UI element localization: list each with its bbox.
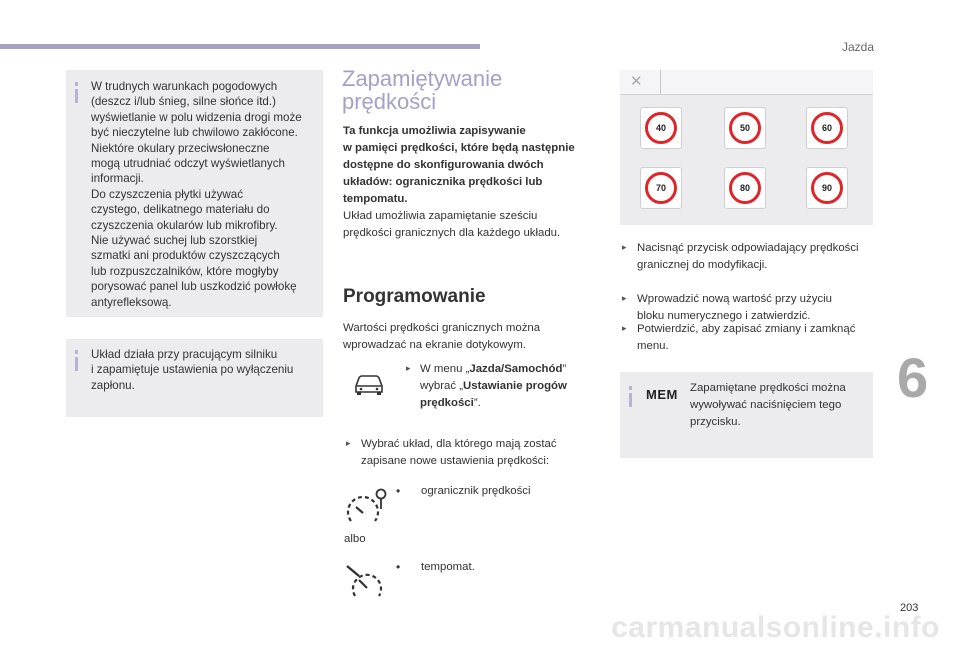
section-title: Zapamiętywanie prędkości: [342, 66, 503, 114]
info-text: W trudnych warunkach pogodowych (deszcz i/lub śnieg, silne słońce itd.) wyświetlanie w polu widzenia drogi może być nieczytelne lub chwilowo zakłócone. Niektóre okulary przeciwsłoneczne mogą utrudniać odczyt wyświetlanych informacji. Do czyszczenia płytki używać czystego, delikatnego materiału do czyszczenia okularów lub mikrofibry. Nie używać suchej lub szorstkiej szmatki ani produktów czyszczących lub rozpuszczalników, które mogłyby porysować panel lub uszkodzić powłokę antyrefleksową.: [91, 80, 302, 309]
header-divider: [660, 70, 661, 94]
info-icon-bar: [75, 357, 78, 371]
info-icon-dot: [629, 386, 632, 390]
intro-text: Układ umożliwia zapamiętanie sześciu prędkości granicznych dla każdego układu.: [343, 210, 561, 239]
speed-button-80[interactable]: 80: [724, 167, 766, 209]
info-box-mem: [620, 372, 873, 458]
page-number: 203: [900, 602, 919, 614]
chapter-number: 6: [897, 346, 929, 409]
flag-icon: ▸: [622, 243, 627, 253]
section-name: Jazda: [841, 40, 874, 54]
info-icon-bar: [75, 89, 78, 103]
mem-text: Zapamiętane prędkości można wywoływać naciśnięciem tego przycisku.: [690, 382, 846, 428]
watermark: carmanualsonline.info: [611, 611, 940, 644]
info-box-engine: [66, 339, 323, 417]
speed-button-60[interactable]: 60: [806, 107, 848, 149]
car-icon: [352, 370, 386, 396]
info-icon-dot: [75, 82, 78, 86]
flag-icon: ▸: [622, 294, 627, 304]
bullet-dot: •: [396, 484, 401, 498]
info-box-weather: [66, 70, 323, 317]
screen-header: [620, 70, 873, 95]
speed-limiter-icon: [345, 487, 387, 529]
bullet-limiter: ogranicznik prędkości: [421, 485, 531, 497]
mem-button-label: MEM: [646, 387, 678, 402]
info-icon-bar: [629, 393, 632, 407]
programming-text: Wartości prędkości granicznych można wprowadzać na ekranie dotykowym.: [343, 322, 541, 351]
speed-button-70[interactable]: 70: [640, 167, 682, 209]
speed-button-40[interactable]: 40: [640, 107, 682, 149]
select-instruction: Wybrać układ, dla którego mają zostać zapisane nowe ustawienia prędkości:: [361, 438, 557, 467]
speed-button-90[interactable]: 90: [806, 167, 848, 209]
programming-title: Programowanie: [343, 286, 486, 307]
intro-bold: Ta funkcja umożliwia zapisywanie w pamięci prędkości, które będą następnie dostępne do skonfigurowania dwóch układów: ogranicznika prędkości lub tempomatu.: [343, 125, 575, 205]
step-enter-value: Wprowadzić nową wartość przy użyciu bloku numerycznego i zatwierdzić.: [637, 293, 832, 322]
flag-icon: ▸: [346, 439, 351, 449]
step-confirm: Potwierdzić, aby zapisać zmiany i zamknąć menu.: [637, 323, 856, 352]
or-label: albo: [344, 533, 366, 545]
menu-instruction: W menu „Jazda/Samochód” wybrać „Ustawianie progów prędkości”.: [420, 363, 567, 409]
flag-icon: ▸: [406, 364, 411, 374]
cruise-control-icon: [345, 562, 387, 602]
info-text: Układ działa przy pracującym silniku i zapamiętuje ustawienia po wyłączeniu zapłonu.: [91, 348, 294, 392]
bullet-dot: •: [396, 560, 401, 574]
step-select-speed: Nacisnąć przycisk odpowiadający prędkości granicznej do modyfikacji.: [637, 242, 859, 271]
speed-memory-screen: [620, 70, 873, 225]
info-icon-dot: [75, 350, 78, 354]
close-icon[interactable]: ✕: [630, 73, 643, 90]
speed-button-50[interactable]: 50: [724, 107, 766, 149]
bullet-cruise: tempomat.: [421, 561, 475, 573]
top-color-bar: [0, 44, 480, 49]
flag-icon: ▸: [622, 324, 627, 334]
